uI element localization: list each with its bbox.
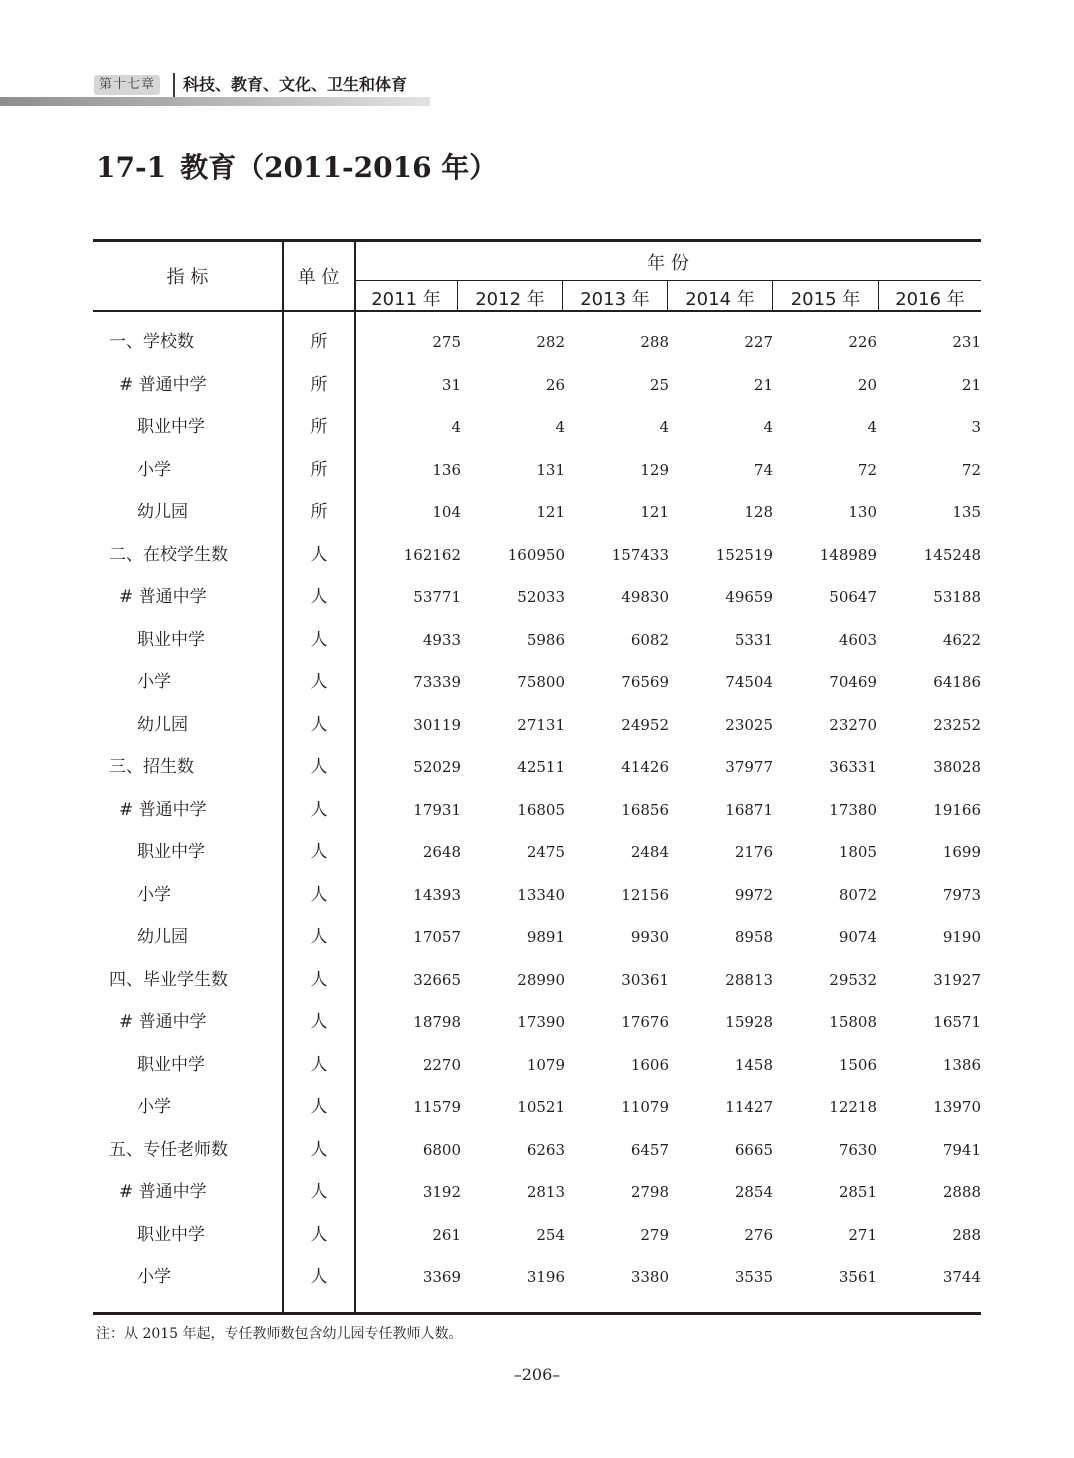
indicator-cell: # 普通中学 <box>119 1182 207 1202</box>
indicator-cell: 二、在校学生数 <box>109 544 228 565</box>
header-decor-bar <box>0 97 430 106</box>
value-cell: 2888 <box>942 1183 981 1201</box>
table-note: 注：从 2015 年起，专任教师数包含幼儿园专任教师人数。 <box>96 1326 463 1342</box>
value-cell: 20 <box>857 375 877 394</box>
column-header-year: 2012 年 <box>475 289 545 310</box>
value-cell: 17380 <box>829 800 877 819</box>
indicator-cell: 职业中学 <box>137 842 205 862</box>
unit-cell: 人 <box>310 1012 328 1032</box>
unit-cell: 人 <box>310 544 328 565</box>
table-row <box>93 661 981 704</box>
table-row <box>93 321 981 364</box>
indicator-cell: 小学 <box>137 672 171 692</box>
value-cell: 6800 <box>422 1140 461 1159</box>
value-cell: 26 <box>545 375 565 394</box>
value-cell: 121 <box>536 503 565 521</box>
value-cell: 31927 <box>933 970 981 989</box>
column-header-unit: 单 位 <box>297 267 340 288</box>
value-cell: 53771 <box>413 588 461 606</box>
value-cell: 32665 <box>413 970 461 989</box>
table-row <box>93 1256 981 1299</box>
value-cell: 30361 <box>621 970 669 989</box>
value-cell: 1079 <box>526 1055 565 1074</box>
value-cell: 6082 <box>630 630 669 649</box>
value-cell: 72 <box>857 460 877 479</box>
value-cell: 24952 <box>621 715 669 734</box>
value-cell: 6457 <box>630 1140 669 1159</box>
value-cell: 5986 <box>526 630 565 649</box>
value-cell: 4 <box>659 418 669 436</box>
value-cell: 36331 <box>829 758 877 776</box>
unit-cell: 所 <box>310 374 328 395</box>
education-table <box>93 239 981 1316</box>
value-cell: 28813 <box>725 970 773 989</box>
value-cell: 16805 <box>517 800 565 819</box>
indicator-cell: 幼儿园 <box>137 502 188 522</box>
value-cell: 128 <box>744 503 773 521</box>
value-cell: 152519 <box>715 545 773 564</box>
value-cell: 9190 <box>942 928 981 946</box>
value-cell: 15928 <box>725 1013 773 1031</box>
value-cell: 2798 <box>630 1183 669 1201</box>
value-cell: 16571 <box>933 1013 981 1031</box>
value-cell: 288 <box>640 333 669 351</box>
value-cell: 227 <box>744 333 773 351</box>
column-header-year: 2014 年 <box>685 289 755 310</box>
value-cell: 160950 <box>507 545 565 564</box>
value-cell: 30119 <box>413 715 461 734</box>
value-cell: 23270 <box>829 715 877 734</box>
unit-cell: 人 <box>310 884 328 905</box>
unit-cell: 人 <box>310 714 328 735</box>
indicator-cell: 职业中学 <box>137 1224 205 1245</box>
value-cell: 15808 <box>829 1013 877 1031</box>
header-divider <box>173 73 175 97</box>
column-header-year: 2011 年 <box>371 289 441 310</box>
page-number: –206– <box>513 1365 561 1384</box>
unit-cell: 所 <box>310 459 328 480</box>
table-row <box>93 576 981 619</box>
value-cell: 5331 <box>734 630 773 649</box>
value-cell: 3561 <box>838 1268 877 1286</box>
value-cell: 7630 <box>838 1140 877 1159</box>
column-header-indicator: 指 标 <box>166 267 209 288</box>
value-cell: 11079 <box>621 1098 669 1116</box>
column-header-year: 2013 年 <box>580 289 650 310</box>
indicator-cell: # 普通中学 <box>119 1012 207 1032</box>
indicator-cell: 幼儿园 <box>137 714 188 735</box>
value-cell: 4603 <box>838 630 877 649</box>
value-cell: 27131 <box>517 715 565 734</box>
table-row <box>93 959 981 1002</box>
value-cell: 11579 <box>413 1098 461 1116</box>
indicator-cell: 职业中学 <box>137 629 205 650</box>
column-header-year: 2016 年 <box>895 289 965 310</box>
value-cell: 28990 <box>517 970 565 989</box>
table-row <box>93 406 981 449</box>
indicator-cell: 幼儿园 <box>137 927 188 947</box>
table-row <box>93 491 981 534</box>
unit-cell: 人 <box>310 842 328 862</box>
value-cell: 72 <box>961 460 981 479</box>
value-cell: 76569 <box>621 673 669 691</box>
value-cell: 4933 <box>422 630 461 649</box>
indicator-cell: # 普通中学 <box>119 374 207 395</box>
indicator-cell: 五、专任老师数 <box>109 1139 228 1160</box>
value-cell: 12218 <box>829 1098 877 1116</box>
unit-cell: 人 <box>310 672 328 692</box>
value-cell: 52029 <box>413 758 461 776</box>
value-cell: 2851 <box>838 1183 877 1201</box>
table-row <box>93 789 981 832</box>
unit-cell: 人 <box>310 1224 328 1245</box>
value-cell: 2648 <box>422 843 461 861</box>
value-cell: 135 <box>952 503 981 521</box>
value-cell: 50647 <box>829 588 877 606</box>
chapter-label: 第十七章 <box>94 75 160 95</box>
value-cell: 8072 <box>838 885 877 904</box>
chapter-title: 科技、教育、文化、卫生和体育 <box>183 75 408 94</box>
indicator-cell: 职业中学 <box>137 1054 205 1075</box>
value-cell: 231 <box>952 333 981 351</box>
unit-cell: 所 <box>310 502 328 522</box>
table-row <box>93 831 981 874</box>
value-cell: 3744 <box>942 1268 981 1286</box>
table-row <box>93 534 981 577</box>
value-cell: 271 <box>848 1225 877 1244</box>
value-cell: 104 <box>432 503 461 521</box>
column-header-year: 2015 年 <box>790 289 861 310</box>
value-cell: 49659 <box>725 588 773 606</box>
value-cell: 16856 <box>621 800 669 819</box>
value-cell: 136 <box>432 460 461 479</box>
value-cell: 19166 <box>933 800 981 819</box>
indicator-cell: 一、学校数 <box>109 332 194 352</box>
value-cell: 64186 <box>933 673 981 691</box>
value-cell: 261 <box>432 1225 461 1244</box>
value-cell: 17057 <box>413 928 461 946</box>
value-cell: 4 <box>867 418 877 436</box>
value-cell: 4 <box>451 418 461 436</box>
value-cell: 6263 <box>526 1140 565 1159</box>
page-title <box>96 148 497 188</box>
unit-cell: 人 <box>310 587 328 607</box>
value-cell: 37977 <box>725 758 773 776</box>
value-cell: 41426 <box>621 758 669 776</box>
value-cell: 282 <box>536 333 565 351</box>
value-cell: 254 <box>536 1225 565 1244</box>
table-row <box>93 746 981 789</box>
value-cell: 1699 <box>942 843 981 861</box>
value-cell: 42511 <box>517 758 565 776</box>
value-cell: 276 <box>744 1225 773 1244</box>
value-cell: 17676 <box>621 1013 669 1031</box>
unit-cell: 人 <box>310 969 328 990</box>
indicator-cell: 小学 <box>137 1097 171 1117</box>
indicator-cell: 职业中学 <box>137 417 205 437</box>
table-row <box>93 364 981 407</box>
table-row <box>93 704 981 747</box>
value-cell: 74504 <box>725 673 773 691</box>
value-cell: 3380 <box>630 1268 669 1286</box>
value-cell: 23025 <box>725 715 773 734</box>
value-cell: 2813 <box>526 1183 565 1201</box>
value-cell: 1506 <box>838 1055 877 1074</box>
value-cell: 49830 <box>621 588 669 606</box>
value-cell: 74 <box>753 460 773 479</box>
value-cell: 1386 <box>942 1055 981 1074</box>
indicator-cell: 小学 <box>137 459 171 480</box>
value-cell: 11427 <box>725 1098 773 1116</box>
unit-cell: 人 <box>310 799 328 820</box>
value-cell: 3369 <box>422 1268 461 1286</box>
value-cell: 6665 <box>734 1140 773 1159</box>
value-cell: 226 <box>848 333 877 351</box>
value-cell: 7941 <box>942 1140 981 1159</box>
table-row <box>93 1214 981 1257</box>
value-cell: 17390 <box>517 1013 565 1031</box>
table-row <box>93 1171 981 1214</box>
value-cell: 21 <box>961 375 981 394</box>
value-cell: 9891 <box>526 928 565 946</box>
value-cell: 148989 <box>819 545 877 564</box>
value-cell: 2475 <box>526 843 565 861</box>
unit-cell: 所 <box>310 417 328 437</box>
value-cell: 73339 <box>413 673 461 691</box>
value-cell: 70469 <box>829 673 877 691</box>
indicator-cell: 小学 <box>137 884 171 905</box>
unit-cell: 人 <box>310 757 328 777</box>
value-cell: 2270 <box>422 1055 461 1074</box>
table-row <box>93 916 981 959</box>
value-cell: 3192 <box>422 1183 461 1201</box>
value-cell: 130 <box>848 503 877 521</box>
value-cell: 29532 <box>829 970 877 989</box>
table-row <box>93 619 981 662</box>
value-cell: 131 <box>536 460 565 479</box>
value-cell: 2176 <box>734 843 773 861</box>
value-cell: 1458 <box>734 1055 773 1074</box>
table-bottom-rule <box>93 1312 981 1315</box>
value-cell: 121 <box>640 503 669 521</box>
value-cell: 3196 <box>526 1268 565 1286</box>
unit-cell: 人 <box>310 1054 328 1075</box>
value-cell: 4 <box>555 418 565 436</box>
unit-cell: 人 <box>310 1139 328 1160</box>
indicator-cell: # 普通中学 <box>119 799 207 820</box>
value-cell: 14393 <box>413 885 461 904</box>
value-cell: 53188 <box>933 588 981 606</box>
value-cell: 2484 <box>630 843 669 861</box>
value-cell: 3535 <box>734 1268 773 1286</box>
value-cell: 23252 <box>933 715 981 734</box>
value-cell: 1606 <box>630 1055 669 1074</box>
table-row <box>93 449 981 492</box>
value-cell: 1805 <box>838 843 877 861</box>
table-top-rule <box>93 239 981 242</box>
value-cell: 9074 <box>838 928 877 946</box>
value-cell: 3 <box>971 418 981 436</box>
unit-cell: 人 <box>310 1182 328 1202</box>
indicator-cell: 四、毕业学生数 <box>109 969 228 990</box>
year-group-rule <box>355 280 981 281</box>
value-cell: 10521 <box>517 1098 565 1116</box>
value-cell: 16871 <box>725 800 773 819</box>
value-cell: 2854 <box>734 1183 773 1201</box>
value-cell: 8958 <box>734 928 773 946</box>
indicator-cell: 三、招生数 <box>109 757 194 777</box>
value-cell: 75800 <box>517 673 565 691</box>
value-cell: 9930 <box>630 928 669 946</box>
column-header-year-group: 年 份 <box>647 253 689 274</box>
value-cell: 4 <box>763 418 773 436</box>
table-row <box>93 1044 981 1087</box>
value-cell: 288 <box>952 1225 981 1244</box>
table-row <box>93 1086 981 1129</box>
value-cell: 52033 <box>517 588 565 606</box>
unit-cell: 所 <box>310 332 328 352</box>
table-row <box>93 1129 981 1172</box>
value-cell: 9972 <box>734 885 773 904</box>
value-cell: 17931 <box>413 800 461 819</box>
value-cell: 145248 <box>923 545 981 564</box>
value-cell: 38028 <box>933 758 981 776</box>
table-title: 教育（2011-2016 年） <box>180 151 498 184</box>
value-cell: 275 <box>432 333 461 351</box>
value-cell: 129 <box>640 460 669 479</box>
value-cell: 21 <box>753 375 773 394</box>
value-cell: 162162 <box>403 545 461 564</box>
value-cell: 4622 <box>942 630 981 649</box>
unit-cell: 人 <box>310 1097 328 1117</box>
value-cell: 18798 <box>413 1013 461 1031</box>
value-cell: 25 <box>649 375 669 394</box>
indicator-cell: # 普通中学 <box>119 587 207 607</box>
value-cell: 13340 <box>517 885 565 904</box>
unit-cell: 人 <box>310 927 328 947</box>
value-cell: 13970 <box>933 1098 981 1116</box>
unit-cell: 人 <box>310 629 328 650</box>
table-number: 17-1 <box>96 151 167 184</box>
value-cell: 279 <box>640 1225 669 1244</box>
table-row <box>93 1001 981 1044</box>
table-body <box>93 321 981 1299</box>
value-cell: 31 <box>441 375 461 394</box>
value-cell: 157433 <box>611 545 669 564</box>
value-cell: 7973 <box>942 885 981 904</box>
unit-cell: 人 <box>310 1267 328 1287</box>
table-row <box>93 874 981 917</box>
value-cell: 12156 <box>621 885 669 904</box>
indicator-cell: 小学 <box>137 1267 171 1287</box>
